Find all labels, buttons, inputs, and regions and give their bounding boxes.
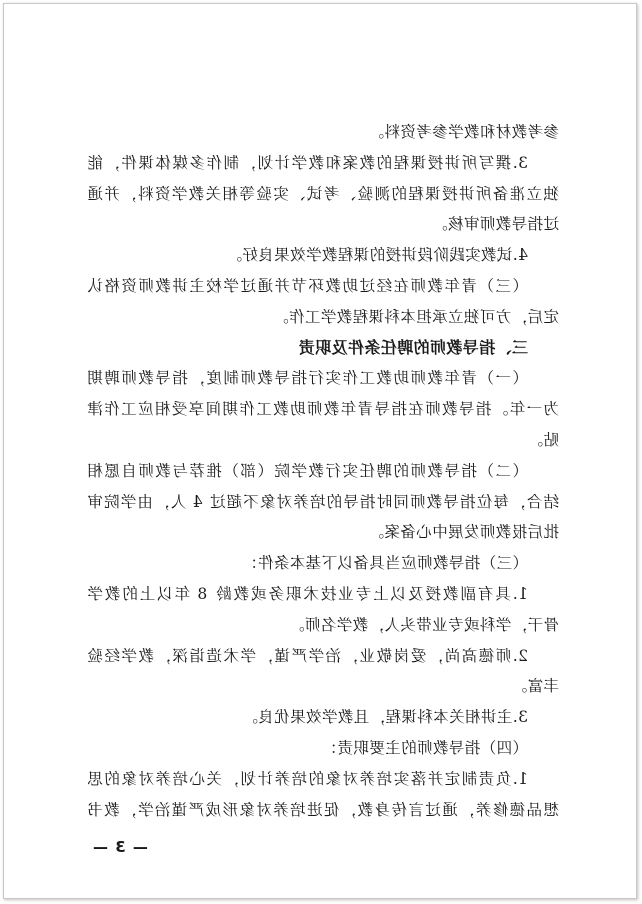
text-line: 批后报教师发展中心备案。 xyxy=(368,523,559,542)
text-line: 1.负责制定并落实培养对象的培养计划，关心培养对象的思 xyxy=(87,769,528,788)
text-line: 结合，每位指导教师同时指导的培养对象不超过 4 人，由学院审 xyxy=(87,492,559,511)
text-line: 为一年。指导教师在指导青年教师助教工作期间享受相应工作津 xyxy=(87,400,559,419)
section-heading: 三、指导教师的聘任条件及职责 xyxy=(298,337,528,357)
document-body xyxy=(87,117,559,825)
text-line: 想品德修养，通过言传身教，促进培养对象形成严谨治学，教书 xyxy=(87,800,559,819)
text-line: （三）青年教师在经过助教环节并通过学校主讲教师资格认 xyxy=(87,276,528,295)
document-page xyxy=(3,3,637,899)
text-line: 过指导教师审核。 xyxy=(431,215,559,234)
text-line: 4.试教实践阶段讲授的课程教学效果良好。 xyxy=(226,246,528,265)
text-line: （四）指导教师的主要职责： xyxy=(321,738,528,757)
text-line: （三）指导教师应当具备以下基本条件： xyxy=(241,554,528,573)
text-line: 定后，方可独立承担本科课程教学工作。 xyxy=(272,307,559,326)
page-number: — 3 — xyxy=(92,838,148,856)
text-line: 骨干，学科或专业带头人，教学名师。 xyxy=(288,615,559,634)
text-line: 1.具有副教授及以上专业技术职务或教龄 8 年以上的教学 xyxy=(87,584,528,603)
text-line: （二）指导教师的聘任实行教学院（部）推荐与教师自愿相 xyxy=(87,461,528,480)
text-line: 贴。 xyxy=(527,430,559,449)
text-line: （一）青年教师助教工作实行指导教师制度，指导教师聘期 xyxy=(87,369,528,388)
text-line: 3.主讲相关本科课程，且教学效果优良。 xyxy=(242,708,528,727)
text-line: 参考教材和教学参考资料。 xyxy=(368,123,559,141)
text-line: 丰富。 xyxy=(511,677,559,696)
text-line: 独立准备所讲授课程的测验、考试、实验等相关教学资料，并通 xyxy=(87,184,559,203)
text-line: 3.撰写所讲授课程的教案和教学计划，制作多媒体课件，能 xyxy=(87,153,528,172)
text-line: 2.师德高尚，爱岗敬业，治学严谨，学术造诣深，教学经验 xyxy=(87,646,528,665)
